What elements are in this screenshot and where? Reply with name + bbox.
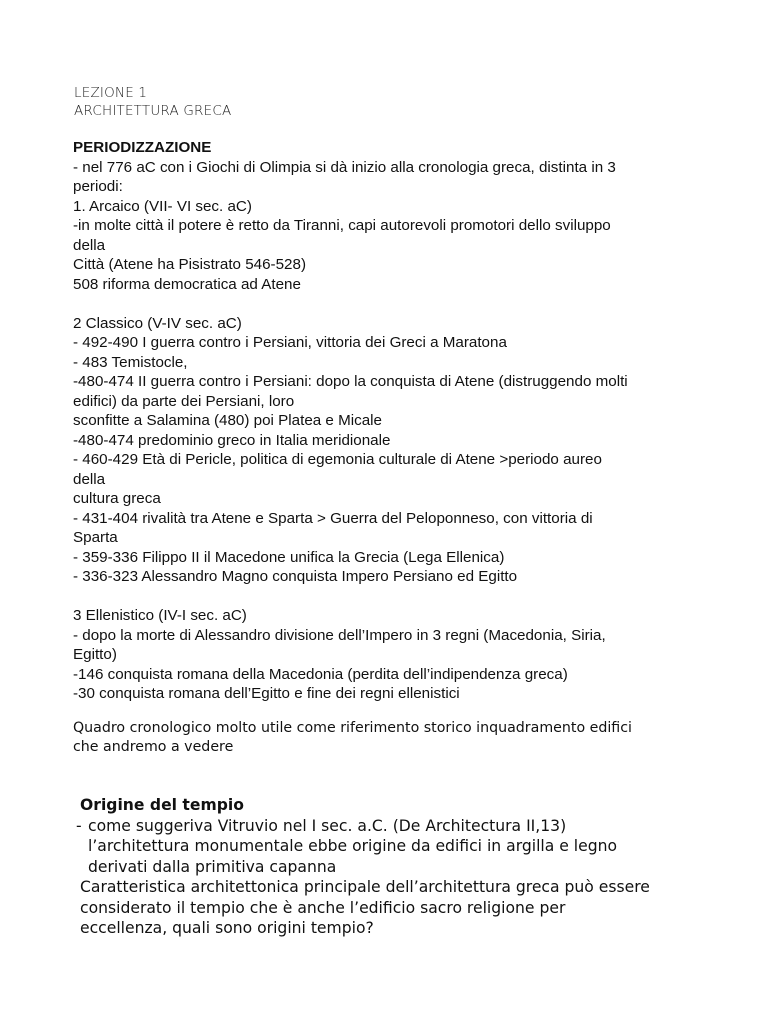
note-line: Quadro cronologico molto utile come riferimento storico inquadramento edifici [73, 720, 632, 736]
bullet-continuation: derivati dalla primitiva capanna [88, 857, 337, 876]
text-line: -146 conquista romana della Macedonia (perdita dell’indipendenza greca) [73, 665, 568, 683]
text-line: - nel 776 aC con i Giochi di Olimpia si dà inizio alla cronologia greca, distinta in 3 [73, 158, 616, 176]
lesson-title: ARCHITETTURA GRECA [74, 103, 232, 119]
text-line: cultura greca [73, 490, 161, 507]
text-line: -480-474 II guerra contro i Persiani: dopo la conquista di Atene (distruggendo molti [73, 373, 628, 390]
text-line: -480-474 predominio greco in Italia meridionale [73, 431, 391, 449]
bullet-text: come suggeriva Vitruvio nel I sec. a.C. (De Architectura II,13) [88, 816, 567, 835]
note-line: che andremo a vedere [73, 739, 234, 755]
text-line: 2 Classico (V-IV sec. aC) [73, 314, 242, 332]
text-line: - 359-336 Filippo II il Macedone unifica la Grecia (Lega Ellenica) [73, 548, 505, 566]
bullet-line [76, 816, 650, 837]
text-line: Sparta [73, 529, 118, 546]
text-line: periodi: [73, 178, 123, 195]
text-line: - 483 Temistocle, [73, 353, 188, 371]
lesson-number: LEZIONE 1 [74, 85, 148, 101]
section-heading: PERIODIZZAZIONE [73, 139, 212, 156]
text-line: 1. Arcaico (VII- VI sec. aC) [73, 197, 252, 215]
lesson-header [74, 84, 231, 120]
text-line: della [73, 470, 106, 488]
section-title: Origine del tempio [80, 796, 244, 814]
bullet-continuation: l’architettura monumentale ebbe origine da edifici in argilla e legno [88, 837, 618, 855]
text-line: - 336-323 Alessandro Magno conquista Impero Persiano ed Egitto [73, 568, 518, 585]
periodization-section [73, 138, 743, 704]
text-line: della [73, 236, 106, 254]
spacer [73, 294, 743, 314]
paragraph-line: considerato il tempio che è anche l’edificio sacro religione per [80, 898, 566, 917]
bullet-dash: - [76, 816, 82, 835]
text-line: -30 conquista romana dell’Egitto e fine dei regni ellenistici [73, 685, 460, 702]
text-line: edifici) da parte dei Persiani, loro [73, 392, 295, 410]
text-line: - 431-404 rivalità tra Atene e Sparta > Guerra del Peloponneso, con vittoria di [73, 509, 593, 527]
paragraph-line: eccellenza, quali sono origini tempio? [80, 919, 374, 937]
chronology-note [73, 719, 632, 757]
spacer [73, 587, 743, 607]
text-line: 508 riforma democratica ad Atene [73, 275, 301, 293]
text-line: - 492-490 I guerra contro i Persiani, vittoria dei Greci a Maratona [73, 334, 507, 351]
temple-origin-section [76, 795, 650, 939]
text-line: - dopo la morte di Alessandro divisione dell’Impero in 3 regni (Macedonia, Siria, [73, 626, 606, 644]
paragraph-line: Caratteristica architettonica principale dell’architettura greca può essere [80, 878, 650, 896]
text-line: 3 Ellenistico (IV-I sec. aC) [73, 607, 247, 624]
text-line: -in molte città il potere è retto da Tiranni, capi autorevoli promotori dello sviluppo [73, 217, 611, 234]
text-line: Città (Atene ha Pisistrato 546-528) [73, 256, 306, 273]
text-line: - 460-429 Età di Pericle, politica di egemonia culturale di Atene >periodo aureo [73, 451, 602, 468]
text-line: Egitto) [73, 646, 117, 663]
text-line: sconfitte a Salamina (480) poi Platea e Micale [73, 412, 382, 429]
